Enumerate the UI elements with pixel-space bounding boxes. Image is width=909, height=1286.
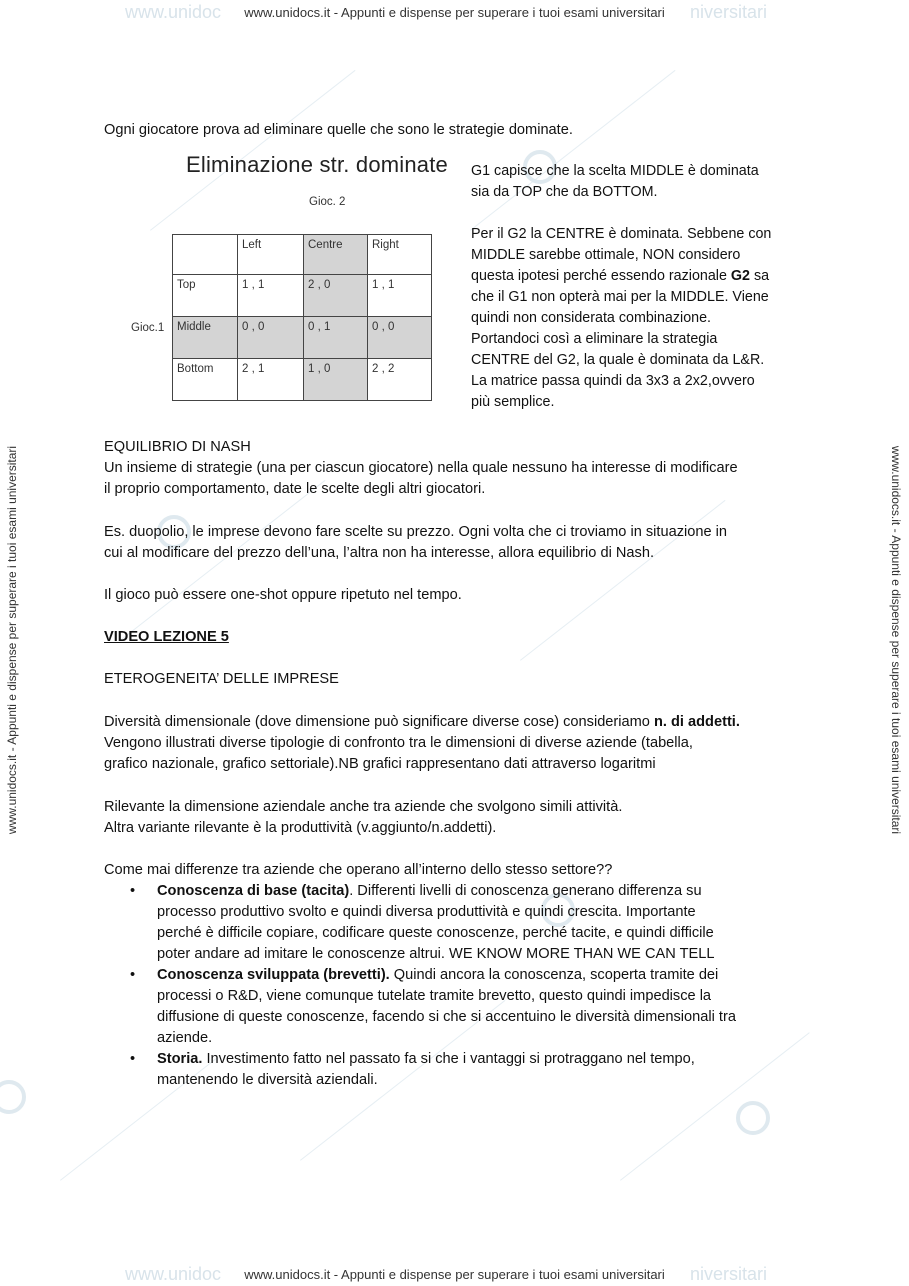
text-line: diffusione di queste conoscenze, facendo si che si accentuino le diversità dimensionali tra — [157, 1009, 736, 1025]
watermark-side-left: www.unidocs.it - Appunti e dispense per superare i tuoi esami universitari — [5, 445, 19, 835]
player1-label: Gioc.1 — [131, 322, 165, 334]
text-span: . Differenti livelli di conoscenza generano differenza su — [349, 883, 702, 899]
bullet-icon: • — [130, 1051, 136, 1067]
payoff-cell: 1 , 1 — [368, 275, 432, 317]
row-header: Bottom — [173, 359, 238, 401]
spacer — [471, 203, 811, 224]
intro-text: Ogni giocatore prova ad eliminare quelle che sono le strategie dominate. — [104, 122, 573, 138]
text-line: Per il G2 la CENTRE è dominata. Sebbene con — [471, 226, 772, 242]
text-span: Quindi ancora la conoscenza, scoperta tramite dei — [389, 967, 719, 983]
text-span: sa — [749, 268, 770, 284]
text-line: Es. duopolio, le imprese devono fare scelte su prezzo. Ogni volta che ci troviamo in situazione in — [104, 524, 727, 540]
text-span: Diversità dimensionale (dove dimensione può significare diverse cose) consideriamo — [104, 714, 654, 730]
matrix-row — [173, 317, 432, 359]
text-span: questa ipotesi perché essendo razionale — [471, 268, 731, 284]
example-paragraph — [104, 522, 804, 564]
row-header: Top — [173, 275, 238, 317]
payoff-cell: 2 , 0 — [304, 275, 368, 317]
text-line: che il G1 non opterà mai per la MIDDLE. Viene — [471, 289, 769, 305]
text-span: Investimento fatto nel passato fa si che i vantaggi si protraggano nel tempo, — [202, 1051, 695, 1067]
text-line: grafico nazionale, grafico settoriale).NB grafici rappresentano dati attraverso logaritmi — [104, 756, 656, 772]
text-line: Un insieme di strategie (una per ciascun giocatore) nella quale nessuno ha interesse di modificare — [104, 460, 738, 476]
payoff-cell: 1 , 1 — [238, 275, 304, 317]
bold-span: Conoscenza sviluppata (brevetti). — [157, 967, 390, 983]
question-text: Come mai differenze tra aziende che operano all’interno dello stesso settore?? — [104, 862, 613, 878]
text-line — [104, 712, 804, 733]
bold-span: n. di addetti. — [653, 714, 740, 730]
text-line: perché è difficile copiare, codificare queste conoscenze, perché tacite, e quindi difficile — [157, 925, 714, 941]
text-line — [471, 266, 811, 287]
column-header: Centre — [304, 235, 368, 275]
bullet-icon: • — [130, 967, 136, 983]
column-header: Right — [368, 235, 432, 275]
nash-section — [104, 437, 804, 500]
watermark-ghost-right: niversitari — [690, 1264, 768, 1284]
list-item — [104, 965, 804, 1049]
text-line: Vengono illustrati diverse tipologie di confronto tra le dimensioni di diverse aziende (tabella, — [104, 735, 693, 751]
matrix-corner-cell — [173, 235, 238, 275]
player2-label: Gioc. 2 — [309, 196, 346, 208]
text-line: Rilevante la dimensione aziendale anche tra aziende che svolgono simili attività. — [104, 799, 623, 815]
watermark-ghost-right: niversitari — [690, 2, 768, 22]
text-line: G1 capisce che la scelta MIDDLE è dominata — [471, 163, 759, 179]
watermark-side-right: www.unidocs.it - Appunti e dispense per superare i tuoi esami universitari — [889, 445, 903, 835]
game-type-paragraph: Il gioco può essere one-shot oppure ripetuto nel tempo. — [104, 587, 462, 603]
text-line — [157, 965, 804, 986]
payoff-matrix — [172, 234, 432, 401]
text-line: processo produttivo svolto e quindi diversa produttività e quindi crescita. Importante — [157, 904, 696, 920]
bold-span: Storia. — [157, 1051, 203, 1067]
payoff-cell: 0 , 1 — [304, 317, 368, 359]
payoff-cell: 2 , 1 — [238, 359, 304, 401]
text-line: Altra variante rilevante è la produttività (v.aggiunto/n.addetti). — [104, 820, 497, 836]
list-item — [104, 881, 804, 965]
list-item — [104, 1049, 804, 1091]
text-line: MIDDLE sarebbe ottimale, NON considero — [471, 247, 741, 263]
text-line: poter andare ad imitare le conoscenze altrui. WE KNOW MORE THAN WE CAN TELL — [157, 946, 715, 962]
text-line: cui al modificare del prezzo dell’una, l’altra non ha interesse, allora equilibrio di Nash. — [104, 545, 654, 561]
matrix-header-row — [173, 235, 432, 275]
reasons-list — [104, 881, 804, 1091]
watermark-logo-icon — [0, 1080, 26, 1114]
watermark-ghost-left: www.unidoc — [125, 1264, 222, 1284]
figure-title: Eliminazione str. dominate — [186, 152, 448, 177]
text-line: sia da TOP che da BOTTOM. — [471, 184, 658, 200]
text-line: Portandoci così a eliminare la strategia — [471, 331, 718, 347]
text-line: CENTRE del G2, la quale è dominata da L&R. — [471, 352, 765, 368]
matrix-row — [173, 275, 432, 317]
text-line: aziende. — [157, 1030, 213, 1046]
bullet-icon: • — [130, 883, 136, 899]
video-lesson-heading: VIDEO LEZIONE 5 — [104, 629, 229, 645]
column-header: Left — [238, 235, 304, 275]
bold-span: Conoscenza di base (tacita) — [157, 883, 350, 899]
row-header: Middle — [173, 317, 238, 359]
text-line: quindi non considerata combinazione. — [471, 310, 712, 326]
text-line — [157, 1049, 804, 1070]
text-line: più semplice. — [471, 394, 555, 410]
bold-span: G2 — [730, 268, 750, 284]
text-line: mantenendo le diversità aziendali. — [157, 1072, 378, 1088]
payoff-cell: 1 , 0 — [304, 359, 368, 401]
text-line: processi o R&D, viene comunque tutelate tramite brevetto, questo quindi impedisce la — [157, 988, 712, 1004]
right-column-text — [471, 161, 811, 413]
eterogeneita-heading: ETEROGENEITA’ DELLE IMPRESE — [104, 671, 339, 687]
watermark-header: www.unidocs.it - Appunti e dispense per superare i tuoi esami universitari — [244, 5, 665, 20]
text-line: il proprio comportamento, date le scelte degli altri giocatori. — [104, 481, 486, 497]
watermark-logo-icon — [736, 1101, 770, 1135]
diversita-paragraph — [104, 712, 804, 775]
payoff-cell: 2 , 2 — [368, 359, 432, 401]
watermark-footer: www.unidocs.it - Appunti e dispense per superare i tuoi esami universitari — [244, 1267, 665, 1282]
watermark-ghost-left: www.unidoc — [125, 2, 222, 22]
payoff-cell: 0 , 0 — [238, 317, 304, 359]
text-line — [157, 881, 804, 902]
text-line: La matrice passa quindi da 3x3 a 2x2,ovvero — [471, 373, 755, 389]
nash-heading: EQUILIBRIO DI NASH — [104, 439, 251, 455]
rilevante-paragraph — [104, 797, 804, 839]
payoff-cell: 0 , 0 — [368, 317, 432, 359]
matrix-row — [173, 359, 432, 401]
